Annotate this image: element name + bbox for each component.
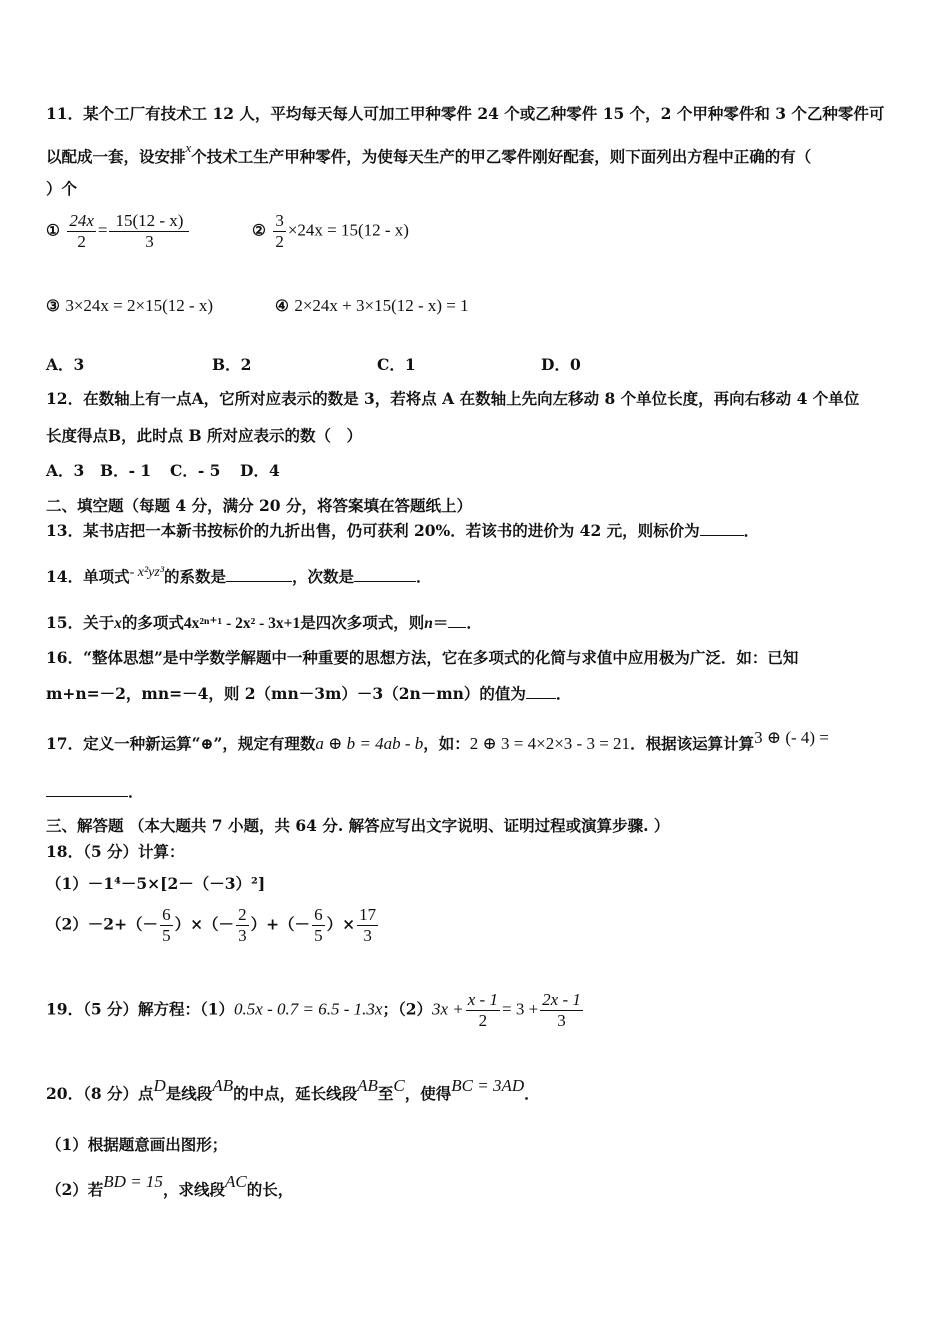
q11-eq2-den: 2 [275,232,284,251]
q17-line2 [46,780,144,802]
q20-AB: AB [212,1076,234,1095]
q11-eq2-num: 3 [275,211,284,230]
q17-b: ，如： [423,734,470,753]
q11-eq1-equals: = [97,220,108,240]
q18-f4-num: 17 [359,905,377,924]
q15-answer-blank[interactable] [448,613,466,628]
q15 [46,611,482,633]
q16-line2a: m+n=－2，mn=－4，则 2（mn－3m）－3（2n－mn）的值为 [46,684,526,703]
q18-fraction3 [312,905,325,946]
q11-option-c: C．1 [377,355,416,374]
q11-line3: ）个 [46,179,78,198]
q18-f1-den: 5 [162,926,171,945]
q14-a: 14．单项式 [46,567,130,586]
q18-p2c: ）+（－ [250,914,311,934]
q11-eq1-right-den: 3 [109,231,189,252]
q20-ac: AC [224,1172,247,1191]
q18-f3-num: 6 [314,905,323,924]
q11-eq4-expr: 2×24x + 3×15(12 - x) = 1 [294,296,469,315]
q12-option-c: C．- 5 [170,461,221,480]
q11-line2 [46,140,811,167]
q20-p2c: 的长， [246,1180,294,1199]
q13-text: 13．某书店把一本新书按标价的九折出售，仍可获利 20%．若该书的进价为 42 元，则标价为 [46,521,700,540]
q11-eq4 [275,296,469,316]
q18-part2 [46,905,380,946]
q20-e: ，使得 [404,1084,452,1103]
q15-d: ＝ [432,613,449,632]
q11-eq1-left-num: 24x [69,211,94,230]
q11-option-b: B．2 [212,355,252,374]
q17-c: ．根据该运算计算 [630,734,755,753]
section3-heading: 三、解答题 （本大题共 7 小题，共 64 分. 解答应写出文字说明、证明过程或演算步骤. ） [46,816,670,835]
q17-answer-blank[interactable] [46,782,128,797]
q11-eq3 [46,296,213,316]
q15-n: n [424,615,433,632]
q18-f2-num: 2 [238,905,247,924]
q12-line1: 12．在数轴上有一点A，它所对应表示的数是 3，若将点 A 在数轴上先向左移动 8 个单位长度，再向右移动 4 个单位 [46,389,860,408]
q14-b: 的系数是 [164,567,227,586]
q18-fraction4 [357,905,378,946]
q15-a: 15．关于 [46,613,115,632]
q18-p2a: （2）－2+（－ [46,914,159,934]
q11-eq1 [46,211,191,252]
q17-example: 2 ⊕ 3 = 4×2×3 - 3 = 21 [469,734,631,753]
q20-d: 至 [377,1084,394,1103]
q18-title: 18．（5 分）计算： [46,842,185,861]
q17-calculation: 3 ⊕ (- 4) = [754,728,829,747]
q20-a: 20．（8 分）点 [46,1084,154,1103]
q20-C: C [393,1076,405,1095]
q19-fd2: 3 [540,1010,583,1031]
q17-definition: a ⊕ b = 4ab - b [315,734,424,753]
q11-option-d: D．0 [541,355,581,374]
q12-option-a: A．3 [46,461,85,480]
q18-p2b: ）×（－ [174,914,235,934]
q13-end: ． [743,521,760,540]
q15-b: 的多项式 [121,613,184,632]
q11-eq2 [252,211,409,252]
q18-part1: （1）－1⁴－5×[2－（－3）²] [46,874,266,893]
q16-line2 [46,682,571,704]
q15-c: 是四次多项式，则 [300,613,425,632]
q12-option-d: D．4 [240,461,280,480]
q18-fraction2 [236,905,249,946]
q11-line2a: 以配成一套，设安排 [46,147,186,166]
section2-heading: 二、填空题（每题 4 分，满分 20 分，将答案填在答题纸上） [46,496,472,515]
q20-D: D [153,1076,166,1095]
q11-eq3-expr: 3×24x = 2×15(12 - x) [65,296,214,315]
q11-eq2-rest: ×24x = 15(12 - x) [287,220,409,240]
q14-d: ． [416,567,432,586]
q20-p2a: （2）若 [46,1180,104,1199]
q20-c: 的中点，延长线段 [233,1084,358,1103]
q19-eq2-part1: 3x + [431,999,464,1019]
q11-option-a: A．3 [46,355,85,374]
q17-end: ． [128,782,144,801]
q14-coefficient-blank[interactable] [226,567,292,582]
q18-f4-den: 3 [357,925,378,946]
q19-eq2-part2: = 3 + [501,999,539,1019]
q14-monomial: - x²yz³ [129,565,165,580]
q19-fn1: x - 1 [467,990,498,1009]
q11-eq1-right-fraction [109,211,189,252]
q19-fraction1 [466,990,500,1031]
q18-f2-den: 3 [238,926,247,945]
q12-option-b: B．- 1 [100,461,152,480]
q11-line1: 11．某个工厂有技术工 12 人，平均每天每人可加工甲种零件 24 个或乙种零件 15 个，2 个甲种零件和 3 个乙种零件可 [46,104,885,123]
q11-eq2-fraction [273,211,286,252]
q11-eq1-left-fraction [67,211,96,252]
q20 [46,1076,540,1104]
q20-f: ． [524,1084,540,1103]
q16-answer-blank[interactable] [526,684,556,699]
q15-e: ． [466,613,482,632]
q11-line2b: 个技术工生产甲种零件，为使每天生产的甲乙零件刚好配套，则下面列出方程中正确的有（ [191,147,812,166]
q11-eq2-mark: ② [252,220,266,240]
q20-relation: BC = 3AD [451,1076,525,1095]
q11-eq1-mark: ① [46,220,60,240]
q18-p2d: ）× [326,914,356,934]
q19-a: 19．（5 分）解方程：（1） [46,999,235,1019]
q13 [46,519,759,541]
q19-equation1: 0.5x - 0.7 = 6.5 - 1.3x [234,999,383,1019]
q18-f1-num: 6 [162,905,171,924]
q14-c: ，次数是 [292,567,355,586]
q16-line2b: ． [555,684,572,703]
q11-var-x: x [185,140,192,155]
q15-x: x [114,615,122,632]
q13-answer-blank[interactable] [700,521,744,536]
q20-part2 [46,1172,293,1200]
q20-bd: BD = 15 [103,1172,163,1191]
q19-b: ；（2） [382,999,432,1019]
q19-fraction2 [540,990,583,1031]
q18-f3-den: 5 [314,926,323,945]
q11-eq4-mark: ④ [275,296,289,315]
q20-p2b: ，求线段 [162,1180,225,1199]
q11-eq3-mark: ③ [46,296,60,315]
q11-eq1-left-den: 2 [67,231,96,252]
q16-line1: 16．“整体思想”是中学数学解题中一种重要的思想方法，它在多项式的化简与求值中应用极为广泛．如：已知 [46,648,799,667]
q17-a: 17．定义一种新运算“⊕”，规定有理数 [46,734,316,753]
q20-AB2: AB [357,1076,378,1095]
q18-fraction1 [160,905,173,946]
q11-eq1-right-num: 15(12 - x) [115,211,184,230]
q14 [46,565,432,587]
q15-polynomial: 4x²ⁿ⁺¹ - 2x² - 3x+1 [183,615,301,632]
q20-b: 是线段 [165,1084,213,1103]
q17 [46,728,829,754]
q19-fd1: 2 [466,1010,500,1031]
q20-part1: （1）根据题意画出图形； [46,1135,228,1154]
q12-line2: 长度得点B，此时点 B 所对应表示的数（ ） [46,426,362,445]
q19-fn2: 2x - 1 [542,990,581,1009]
q14-degree-blank[interactable] [354,567,416,582]
q19 [46,990,585,1031]
